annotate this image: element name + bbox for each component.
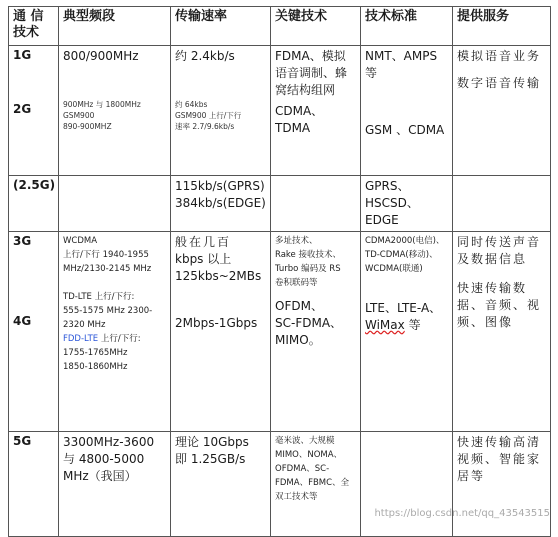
band-2g-line1: 900MHz 与 1800MHz — [63, 100, 141, 109]
tech-4g-line2: SC-FDMA、 — [275, 316, 343, 330]
rate-3g-line1: 般在几百 — [175, 235, 232, 249]
band-5g-line3: MHz（我国） — [63, 469, 137, 483]
band-1g: 800/900MHz — [63, 49, 139, 63]
service-2g: 数字语音传输 — [457, 76, 542, 90]
header-band: 典型频段 — [59, 7, 171, 46]
gen-label-2g: 2G — [13, 102, 32, 116]
rate-5g-line1: 理论 10Gbps — [175, 435, 249, 449]
std-5g — [361, 432, 453, 537]
rate-2g-line2: GSM900 上行/下行 — [175, 111, 242, 120]
band-4g-line4 — [63, 332, 166, 346]
tech-5g-line5: 双工技术等 — [275, 492, 318, 502]
band-cell-3g-4g — [59, 232, 171, 432]
header-service: 提供服务 — [453, 7, 551, 46]
tech-5g-line1: 毫米波、大规模 — [275, 436, 335, 446]
table-row-3g-4g — [9, 232, 551, 432]
std-cell-2-5g — [361, 176, 453, 232]
std-cell-3g-4g — [361, 232, 453, 432]
tech-5g-line2: MIMO、NOMA、 — [275, 450, 343, 460]
band-3g-line3: MHz/2130-2145 MHz — [63, 264, 152, 274]
std-3g-line3: WCDMA(联通) — [365, 264, 423, 274]
band-4g-line3: 2320 MHz — [63, 320, 106, 330]
tech-4g-line1: OFDM、 — [275, 299, 323, 313]
gen-label-2-5g: (2.5G) — [9, 176, 59, 232]
table-row-5g — [9, 432, 551, 537]
header-rate: 传输速率 — [171, 7, 271, 46]
band-cell-1g-2g — [59, 46, 171, 176]
band-5g-line2: 与 4800-5000 — [63, 452, 145, 466]
rate-2g-line1: 约 64kbs — [175, 100, 208, 109]
rate-3g-line3: 125kbs~2MBs — [175, 269, 262, 283]
band-cell-5g — [59, 432, 171, 537]
gen-label-3g: 3G — [13, 234, 32, 248]
rate-5g-line2: 即 1.25GB/s — [175, 452, 246, 466]
band-4g-line2: 555-1575 MHz 2300- — [63, 306, 153, 316]
header-row — [9, 7, 551, 46]
rate-2-5g-line2: 384kb/s(EDGE) — [175, 196, 266, 210]
band-4g-line6: 1850-1860MHz — [63, 362, 128, 372]
tech-3g-line4: 卷积联码等 — [275, 278, 318, 288]
table-row-2-5g — [9, 176, 551, 232]
watermark-url: https://blog.csdn.net/qq_43543515 — [374, 508, 550, 519]
tech-cell-5g — [271, 432, 361, 537]
service-1g: 模拟语音业务 — [457, 49, 542, 63]
std-3g-line2: TD-CDMA(移动)、 — [365, 250, 438, 260]
gen-cell-3g-4g — [9, 232, 59, 432]
std-2g: GSM 、CDMA — [365, 123, 445, 137]
comms-generations-table — [8, 6, 551, 537]
tech-5g-line4: FDMA、FBMC、全 — [275, 478, 350, 488]
wimax-label: WiMax — [365, 318, 405, 332]
tech-cell-1g-2g — [271, 46, 361, 176]
table-row-1g-2g — [9, 46, 551, 176]
tech-2g-line1: CDMA、 — [275, 104, 324, 118]
service-3g: 同时传送声音及数据信息 — [457, 235, 542, 266]
band-3g-line1: WCDMA — [63, 236, 98, 246]
band-2g-line2: GSM900 — [63, 111, 95, 120]
std-4g-line2 — [365, 317, 448, 334]
gen-label-4g: 4G — [13, 314, 32, 328]
service-cell-3g-4g — [453, 232, 551, 432]
header-tech: 关键技术 — [271, 7, 361, 46]
rate-2g-line3: 速率 2.7/9.6kb/s — [175, 122, 235, 131]
service-4g: 快速传输数据、音频、视频、图像 — [457, 281, 542, 329]
rate-1g: 约 2.4kb/s — [175, 49, 235, 63]
gen-label-5g: 5G — [9, 432, 59, 537]
std-3g-line1: CDMA2000(电信)、 — [365, 236, 445, 246]
tech-3g-line3: Turbo 编码及 RS — [275, 264, 341, 274]
service-5g: 快速传输高清视频、智能家居等 — [457, 435, 542, 483]
tech-2g-line2: TDMA — [275, 121, 311, 135]
band-2-5g — [59, 176, 171, 232]
tech-2-5g — [271, 176, 361, 232]
band-4g-line4-rest: 上行/下行: — [98, 334, 141, 344]
tech-3g-line1: 多址技术、 — [275, 236, 318, 246]
rate-cell-5g — [171, 432, 271, 537]
band-2g-line3: 890-900MHZ — [63, 122, 112, 131]
fdd-lte-label: FDD-LTE — [63, 334, 99, 344]
tech-1g: FDMA、模拟语音调制、蜂窝结构组网 — [275, 49, 348, 97]
rate-2-5g-line1: 115kb/s(GPRS) — [175, 179, 265, 193]
std-2-5g-line2: EDGE — [365, 213, 399, 227]
band-4g-line5: 1755-1765MHz — [63, 348, 128, 358]
tech-3g-line2: Rake 接收技术、 — [275, 250, 341, 260]
rate-cell-2-5g — [171, 176, 271, 232]
service-cell-1g-2g — [453, 46, 551, 176]
std-4g-suffix: 等 — [404, 318, 421, 332]
rate-cell-3g-4g — [171, 232, 271, 432]
header-std: 技术标准 — [361, 7, 453, 46]
tech-5g-line3: OFDMA、SC- — [275, 464, 330, 474]
service-2-5g — [453, 176, 551, 232]
band-3g-line2: 上行/下行 1940-1955 — [63, 250, 149, 260]
service-cell-5g — [453, 432, 551, 537]
rate-3g-line2: kbps 以上 — [175, 252, 232, 266]
rate-4g: 2Mbps-1Gbps — [175, 316, 258, 330]
band-4g-line1: TD-LTE 上行/下行: — [63, 292, 135, 302]
gen-label-1g: 1G — [13, 48, 32, 62]
gen-cell-1g-2g — [9, 46, 59, 176]
std-1g: NMT、AMPS 等 — [365, 49, 438, 80]
header-gen: 通 信 技术 — [9, 7, 59, 46]
rate-cell-1g-2g — [171, 46, 271, 176]
std-4g-line1: LTE、LTE-A、 — [365, 301, 442, 315]
std-2-5g-line1: GPRS、HSCSD、 — [365, 179, 419, 210]
std-cell-1g-2g — [361, 46, 453, 176]
band-5g-line1: 3300MHz-3600 — [63, 435, 155, 449]
tech-4g-line3: MIMO。 — [275, 333, 321, 347]
tech-cell-3g-4g — [271, 232, 361, 432]
